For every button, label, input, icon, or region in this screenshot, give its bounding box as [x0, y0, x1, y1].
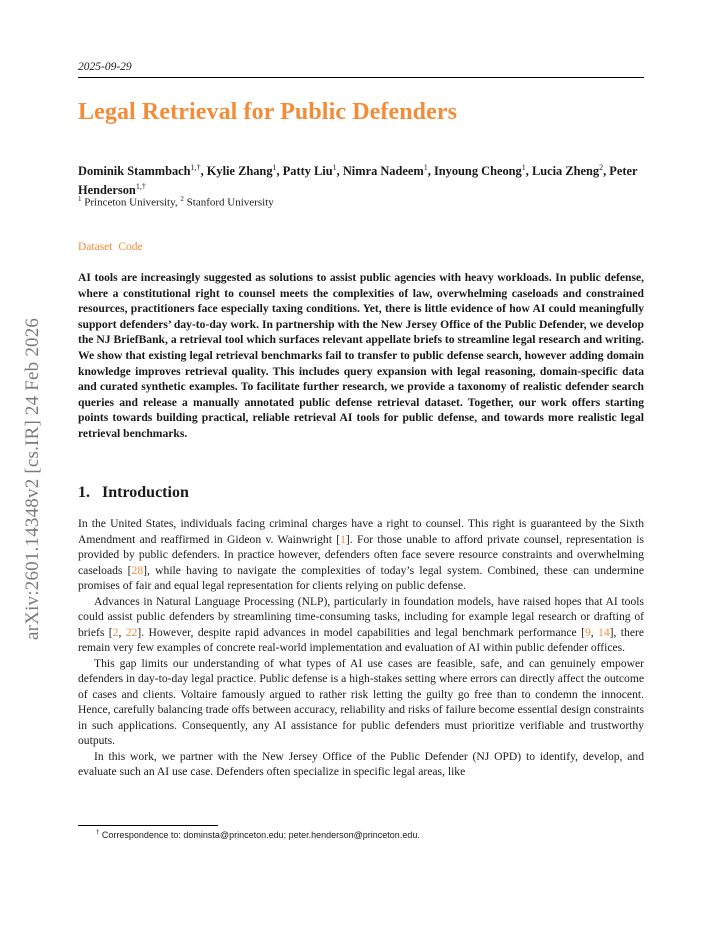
author-name: Kylie Zhang — [206, 164, 273, 179]
author-affiliation-mark: 2 — [599, 163, 604, 172]
author-list: Dominik Stammbach$^{1,\dagger}$, Kylie Zhang$^1$, Patty Liu$^1$, Nimra Nadeem$^1$, Inyoung Cheong$^1$, Lucia Zheng$^2$, Peter Henderson$^{1,\dagger}$ — [78, 163, 638, 198]
paragraph — [78, 594, 644, 656]
author-name: Inyoung Cheong — [433, 164, 522, 179]
paragraph-text: ]. For those unable to afford private counsel, representation is provided by public defenders. In practice however, defenders often face severe resource constraints and overwhelming caseloads [ — [78, 532, 644, 577]
author-affiliation-mark: 1 — [521, 163, 526, 172]
citation-separator: , — [590, 625, 599, 639]
code-link[interactable]: Code — [118, 241, 143, 253]
affiliation-princeton: Princeton University, — [84, 196, 178, 209]
author-affiliation-mark: 1 — [332, 163, 337, 172]
author-name: Patty Liu — [282, 164, 333, 179]
paragraph-text: ], while having to navigate the complexities of today’s legal system. Combined, these can undermine promises of fair and equal legal representation for clients relying on public defense. — [78, 563, 644, 592]
author-affiliation-mark: 1,† — [135, 182, 146, 192]
dataset-link[interactable]: Dataset — [78, 241, 113, 253]
author-name: Dominik Stammbach — [78, 164, 191, 179]
section-body — [78, 516, 644, 780]
author-name: Nimra Nadeem — [342, 164, 424, 179]
section-heading — [78, 484, 189, 502]
affiliation-mark: 1 — [78, 195, 82, 203]
paragraph-text: Advances in Natural Language Processing (NLP), particularly in foundation models, have raised hopes that AI tools could assist public defenders by streamlining time-consuming tasks, including for example legal research or drafting of briefs [ — [78, 594, 644, 639]
header-rule — [78, 77, 644, 78]
author-affiliation-mark: 1 — [423, 163, 428, 172]
paragraph-text: ], there remain very few examples of concrete real-world implementation and evaluation of AI within public defender offices. — [78, 625, 644, 654]
paper-date: 2025-09-29 — [78, 61, 132, 73]
arxiv-identifier: arXiv:2601.14348v2 [cs.IR] 24 Feb 2026 — [22, 317, 43, 640]
paragraph — [78, 516, 644, 594]
resource-links — [78, 241, 146, 253]
affiliation-stanford: Stanford University — [186, 196, 274, 209]
section-number: 1. — [78, 484, 90, 501]
abstract: AI tools are increasingly suggested as solutions to assist public agencies with heavy workloads. In public defense, where a constitutional right to counsel meets the complexities of law, overwhelming caseloads and constrained resources, practitioners face especially taxing conditions. Yet, there is little evidence of how AI could meaningfully support defenders’ day-to-day work. In partnership with the New Jersey Office of the Public Defender, we develop the NJ BriefBank, a retrieval tool which surfaces relevant appellate briefs to streamline legal research and writing. We show that existing legal retrieval benchmarks fail to transfer to public defense search, however adding domain knowledge improves retrieval quality. This includes query expansion with legal reasoning, domain-specific data and curated synthetic examples. To facilitate further research, we provide a taxonomy of realistic defender search queries and release a manually annotated public defense retrieval dataset. Together, our work offers starting points towards building practical, reliable retrieval AI tools for public defense, and towards more realistic legal retrieval benchmarks. — [78, 271, 644, 440]
citation-link[interactable]: 22 — [125, 625, 138, 639]
author-name: Lucia Zheng — [531, 164, 600, 179]
footnote-mark: † — [96, 830, 100, 836]
citation-link[interactable]: 1 — [340, 532, 346, 546]
citation-separator: , — [118, 625, 126, 639]
footnote — [96, 830, 420, 840]
footnote-rule — [78, 825, 218, 826]
citation-link[interactable]: 2 — [112, 625, 119, 639]
footnote-text: Correspondence to: dominsta@princeton.edu; peter.henderson@princeton.edu. — [101, 830, 420, 840]
author-affiliation-mark: 1,† — [190, 163, 201, 172]
paragraph-text: In the United States, individuals facing criminal charges have a right to counsel. This right is guaranteed by the Sixth Amendment and reaffirmed in Gideon v. Wainwright [ — [78, 517, 644, 546]
paragraph: This gap limits our understanding of what types of AI use cases are feasible, safe, and can genuinely empower defenders in day-to-day legal practice. Public defense is a high-stakes setting where errors can directly affect the outcome of cases and clients. Voltaire famously argued to rather risk letting the guilty go free than to condemn the innocent. Hence, carefully balancing trade offs between accuracy, reliability and risks of failure become essential design constraints in such applications. Consequently, any AI assistance for public defenders must prioritize verifiable and trustworthy outputs. — [78, 656, 644, 747]
affiliations — [78, 195, 274, 209]
paragraph: In this work, we partner with the New Jersey Office of the Public Defender (NJ OPD) to identify, develop, and evaluate such an AI use case. Defenders often specialize in specific legal areas, like — [78, 749, 644, 778]
citation-link[interactable]: 14 — [598, 625, 610, 639]
section-title: Introduction — [102, 484, 189, 501]
citation-link[interactable]: 28 — [131, 563, 144, 577]
author-affiliation-mark: 1 — [272, 163, 277, 172]
affiliation-mark: 2 — [180, 195, 184, 203]
paper-title: Legal Retrieval for Public Defenders — [78, 99, 458, 125]
author-name: Peter Henderson — [78, 164, 638, 198]
paragraph-text: ]. However, despite rapid advances in model capabilities and legal benchmark performance [ — [137, 625, 585, 639]
citation-link[interactable]: 9 — [584, 625, 591, 639]
